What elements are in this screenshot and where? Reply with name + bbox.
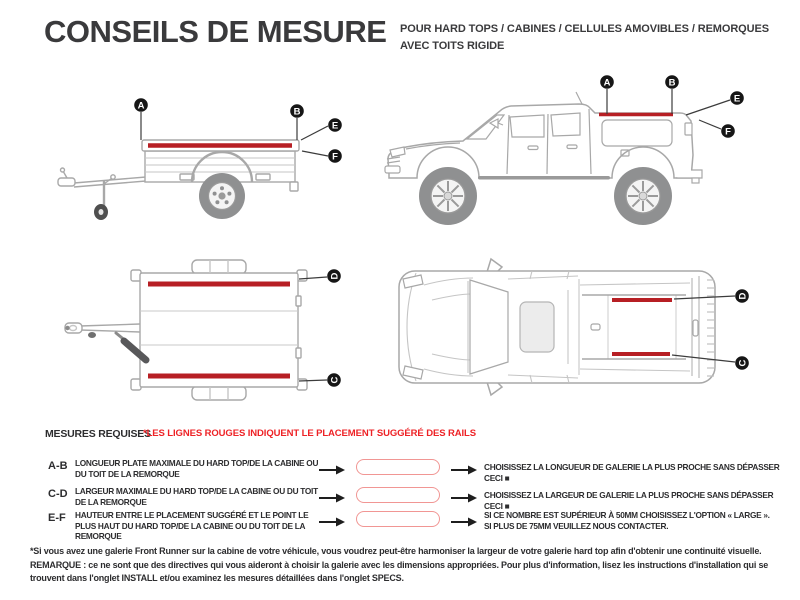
measure-label-ef: HAUTEUR ENTRE LE PLACEMENT SUGGÉRÉ ET LE POINT LE PLUS HAUT DU HARD TOP/DE LA CABINE OU DU TOIT DE LA REMORQUE	[75, 510, 309, 541]
page-subtitle	[400, 21, 769, 55]
measure-instruction-ef: SI CE NOMBRE EST SUPÉRIEUR À 50MM CHOISISSEZ L'OPTION « LARGE ». SI PLUS DE 75MM VEUILLEZ NOUS CONTACTER.	[484, 510, 770, 531]
label-d: D	[737, 292, 749, 300]
measure-key-ef: E-F	[48, 512, 66, 524]
measurement-value-field-ab[interactable]	[356, 459, 440, 475]
measure-instruction-cd: CHOISISSEZ LA LARGEUR DE GALERIE LA PLUS PROCHE SANS DÉPASSER CECI ■	[484, 490, 774, 511]
label-d-marker	[735, 289, 749, 303]
arrow-right-icon	[451, 493, 477, 503]
label-a-marker	[600, 75, 614, 89]
measure-row-ef	[0, 509, 800, 539]
label-c-marker	[735, 356, 749, 370]
label-b: B	[668, 77, 676, 89]
label-e-marker	[730, 91, 744, 105]
label-b: B	[293, 106, 301, 118]
page-title: CONSEILS DE MESURE	[44, 14, 387, 49]
truck-top-body	[399, 259, 715, 395]
label-a-marker	[134, 98, 148, 112]
subtitle-line-1: POUR HARD TOPS / CABINES / CELLULES AMOVIBLES / REMORQUES	[400, 23, 769, 35]
measure-key-cd: C-D	[48, 488, 68, 500]
trailer-top-view-diagram	[30, 240, 370, 410]
front-wheel	[419, 167, 477, 225]
measure-key-ab: A-B	[48, 460, 68, 472]
arrow-right-icon	[451, 465, 477, 475]
running-board	[478, 176, 610, 180]
label-f: F	[725, 126, 731, 138]
label-e-marker	[328, 118, 342, 132]
label-a: A	[603, 77, 611, 89]
subtitle-line-2: AVEC TOITS RIGIDE	[400, 40, 505, 52]
red-lines-note: *LES LIGNES ROUGES INDIQUENT LE PLACEMENT SUGGÉRÉ DES RAILS	[143, 428, 476, 439]
footnote: *Si vous avez une galerie Front Runner sur la cabine de votre véhicule, vous voudrez peut-être harmoniser la largeur de votre galerie hard top afin d'obtenir une continuité visuelle. REMARQUE : ce ne sont que des directives qui vous aideront à choisir la galerie avec les dimensions appropriées. Pour plus d'information, lisez les instructions d'installation qui se trouvent dans l'onglet INSTALL et/ou examinez les mesures détaillées dans l'onglet SPECS.	[30, 546, 769, 583]
label-f-marker	[721, 124, 735, 138]
rear-wheel	[614, 167, 672, 225]
measure-instruction-ab: CHOISISSEZ LA LONGUEUR DE GALERIE LA PLUS PROCHE SANS DÉPASSER CECI ■	[484, 462, 780, 483]
label-c: C	[737, 359, 749, 367]
measure-row-ab	[0, 457, 800, 487]
arrow-right-icon	[319, 493, 345, 503]
trailer-side-view-diagram	[30, 78, 360, 233]
truck-top-view-diagram	[380, 238, 790, 413]
arrow-right-icon	[319, 517, 345, 527]
label-f: F	[332, 151, 338, 163]
truck-side-view-diagram	[370, 62, 790, 232]
trailer-drawbar	[58, 168, 146, 206]
label-e: E	[331, 120, 339, 132]
label-c: C	[329, 376, 341, 384]
measure-label-ab: LONGUEUR PLATE MAXIMALE DU HARD TOP/DE LA CABINE OU DU TOIT DE LA REMORQUE	[75, 458, 319, 479]
measurement-value-field-ef[interactable]	[356, 511, 440, 527]
label-a: A	[137, 100, 145, 112]
label-b-marker	[665, 75, 679, 89]
measure-label-cd: LARGEUR MAXIMALE DU HARD TOP/DE LA CABINE OU DU TOIT DE LA REMORQUE	[75, 486, 318, 507]
measures-heading: MESURES REQUISES	[45, 428, 151, 440]
measurement-value-field-cd[interactable]	[356, 487, 440, 503]
label-f-marker	[328, 149, 342, 163]
label-c-marker	[327, 373, 341, 387]
arrow-right-icon	[319, 465, 345, 475]
jockey-wheel	[94, 204, 108, 220]
label-b-marker	[290, 104, 304, 118]
trailer-wheel	[199, 173, 245, 219]
trailer-top-body	[65, 260, 307, 400]
label-d-marker	[327, 269, 341, 283]
label-e: E	[733, 93, 741, 105]
label-d: D	[329, 272, 341, 280]
arrow-right-icon	[451, 517, 477, 527]
